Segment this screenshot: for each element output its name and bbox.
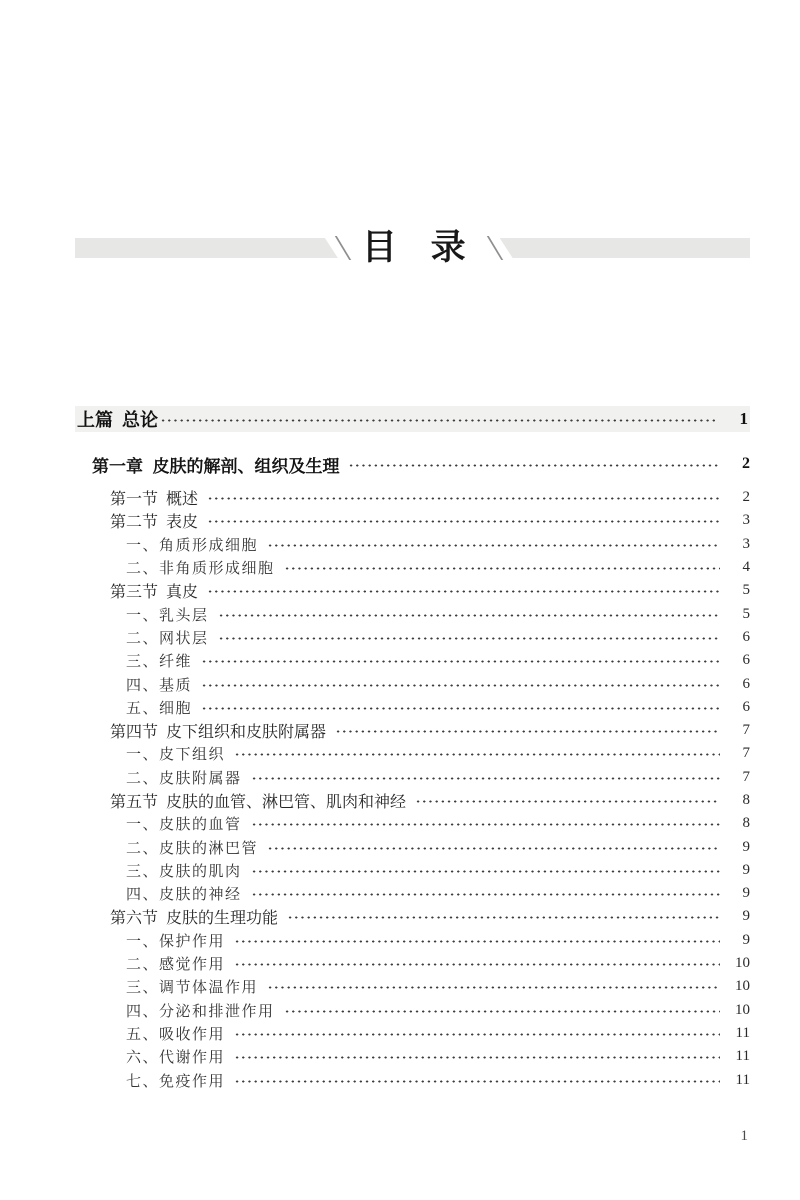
- dotted-leader: [251, 870, 720, 873]
- toc-entry-page: 9: [742, 861, 750, 878]
- toc-entry-label: 三、纤维: [126, 654, 193, 671]
- title-right-slash-icon: [486, 236, 502, 260]
- toc-entry-label: 六、代谢作用: [126, 1050, 226, 1067]
- dotted-leader: [207, 590, 720, 593]
- toc-entry-page: 6: [742, 698, 750, 715]
- toc-entry-page: 7: [742, 768, 750, 785]
- page-title: 目 录: [361, 228, 478, 267]
- toc-entry-label: 二、皮肤的淋巴管: [126, 840, 259, 857]
- toc-entry: [75, 486, 750, 509]
- toc-entry-page: 3: [742, 512, 750, 529]
- dotted-leader: [348, 464, 720, 467]
- toc-entry: [75, 812, 750, 835]
- toc-entry-page: 9: [742, 931, 750, 948]
- toc-entry-page: 5: [742, 605, 750, 622]
- toc-entry-page: 2: [742, 489, 750, 506]
- toc-entry: [75, 696, 750, 719]
- dotted-leader: [415, 800, 720, 803]
- toc-entry: [75, 999, 750, 1022]
- toc-entry: [75, 859, 750, 882]
- toc-entry-page: 6: [742, 675, 750, 692]
- toc-entry-label: 一、角质形成细胞: [126, 537, 259, 554]
- toc-entry: [75, 556, 750, 579]
- toc-entry-label: 二、皮肤附属器: [126, 770, 242, 787]
- dotted-leader: [284, 1010, 720, 1013]
- footer-page-number: 1: [740, 1128, 748, 1144]
- dotted-leader: [267, 986, 720, 989]
- toc-entry-label: 七、免疫作用: [126, 1073, 226, 1090]
- toc-entry-page: 9: [742, 885, 750, 902]
- toc-entry-page: 5: [742, 582, 750, 599]
- toc-entry-label: 一、皮肤的血管: [126, 817, 242, 834]
- dotted-leader: [207, 520, 720, 523]
- toc-entry-label: 二、网状层: [126, 630, 209, 647]
- toc-entry-label: 五、吸收作用: [126, 1026, 226, 1043]
- dotted-leader: [234, 940, 720, 943]
- dotted-leader: [234, 963, 720, 966]
- toc-entry-page: 9: [742, 908, 750, 925]
- toc-entry-label: 第四节 皮下组织和皮肤附属器: [110, 724, 327, 742]
- toc-entry: [75, 626, 750, 649]
- toc-entry-label: 三、皮肤的肌肉: [126, 863, 242, 880]
- toc-entry: [75, 406, 750, 432]
- toc-entry-label: 上篇 总论: [77, 410, 158, 430]
- title-left-bar-decoration: [75, 238, 338, 258]
- toc-entry-label: 第一节 概述: [110, 491, 199, 509]
- toc-entry: [75, 766, 750, 789]
- toc-entry: [75, 602, 750, 625]
- dotted-leader: [335, 730, 720, 733]
- dotted-leader: [201, 707, 720, 710]
- toc-entry: [75, 789, 750, 812]
- toc-entry: [75, 1045, 750, 1068]
- toc-entry: [75, 1022, 750, 1045]
- toc-entry: [75, 1068, 750, 1091]
- title-left-slash-icon: [335, 236, 351, 260]
- toc-entry: [75, 719, 750, 742]
- dotted-leader: [251, 893, 720, 896]
- toc-entry-label: 第六节 皮肤的生理功能: [110, 910, 279, 928]
- toc-entry: [75, 905, 750, 928]
- toc-entry-label: 一、保护作用: [126, 933, 226, 950]
- toc-entry: [75, 952, 750, 975]
- toc-entry: [75, 579, 750, 602]
- toc-entry: [75, 509, 750, 532]
- toc-entry-page: 8: [742, 815, 750, 832]
- dotted-leader: [284, 567, 720, 570]
- dotted-leader: [218, 614, 720, 617]
- dotted-leader: [251, 823, 720, 826]
- dotted-leader: [234, 1033, 720, 1036]
- toc-entry: [75, 649, 750, 672]
- toc-entry-page: 7: [742, 722, 750, 739]
- dotted-leader: [267, 847, 720, 850]
- toc-entry-page: 7: [742, 745, 750, 762]
- toc-entry: [75, 975, 750, 998]
- toc-entry-page: 6: [742, 628, 750, 645]
- toc-entry-label: 四、分泌和排泄作用: [126, 1003, 275, 1020]
- dotted-leader: [251, 777, 720, 780]
- dotted-leader: [234, 1056, 720, 1059]
- toc-entry-page: 10: [735, 955, 750, 972]
- dotted-leader: [218, 637, 720, 640]
- toc-entry: [75, 452, 750, 476]
- toc-entry-page: 11: [735, 1071, 750, 1088]
- dotted-leader: [201, 684, 720, 687]
- toc-entry: [75, 929, 750, 952]
- toc-entry-page: 4: [742, 559, 750, 576]
- toc-entry-label: 四、基质: [126, 677, 193, 694]
- toc-list: [75, 406, 750, 1092]
- dotted-leader: [207, 497, 720, 500]
- toc-entry-page: 11: [735, 1024, 750, 1041]
- toc-entry-label: 四、皮肤的神经: [126, 887, 242, 904]
- toc-entry-label: 二、感觉作用: [126, 957, 226, 974]
- toc-entry-label: 一、乳头层: [126, 607, 209, 624]
- dotted-leader: [160, 419, 718, 422]
- dotted-leader: [234, 753, 720, 756]
- toc-entry: [75, 672, 750, 695]
- toc-entry-label: 第一章 皮肤的解剖、组织及生理: [92, 456, 340, 476]
- toc-entry-page: 9: [742, 838, 750, 855]
- toc-entry-label: 第二节 表皮: [110, 514, 199, 532]
- dotted-leader: [201, 660, 720, 663]
- dotted-leader: [267, 544, 720, 547]
- toc-entry-label: 三、调节体温作用: [126, 980, 259, 997]
- toc-entry-page: 10: [735, 1001, 750, 1018]
- toc-entry-label: 二、非角质形成细胞: [126, 561, 275, 578]
- toc-title-row: [75, 228, 750, 268]
- toc-entry-page: 2: [742, 455, 750, 472]
- toc-entry-label: 五、细胞: [126, 700, 193, 717]
- dotted-leader: [287, 916, 720, 919]
- title-right-bar-decoration: [500, 238, 750, 258]
- toc-entry-page: 1: [739, 409, 748, 428]
- toc-entry: [75, 533, 750, 556]
- dotted-leader: [234, 1080, 720, 1083]
- toc-entry-label: 一、皮下组织: [126, 747, 226, 764]
- toc-entry-page: 3: [742, 535, 750, 552]
- toc-entry-page: 6: [742, 652, 750, 669]
- toc-entry: [75, 882, 750, 905]
- toc-entry-label: 第三节 真皮: [110, 584, 199, 602]
- toc-entry-page: 10: [735, 978, 750, 995]
- toc-entry-page: 8: [742, 792, 750, 808]
- toc-entry-page: 11: [735, 1048, 750, 1065]
- toc-entry: [75, 835, 750, 858]
- toc-entry-label: 第五节 皮肤的血管、淋巴管、肌肉和神经: [110, 794, 407, 811]
- toc-entry: [75, 742, 750, 765]
